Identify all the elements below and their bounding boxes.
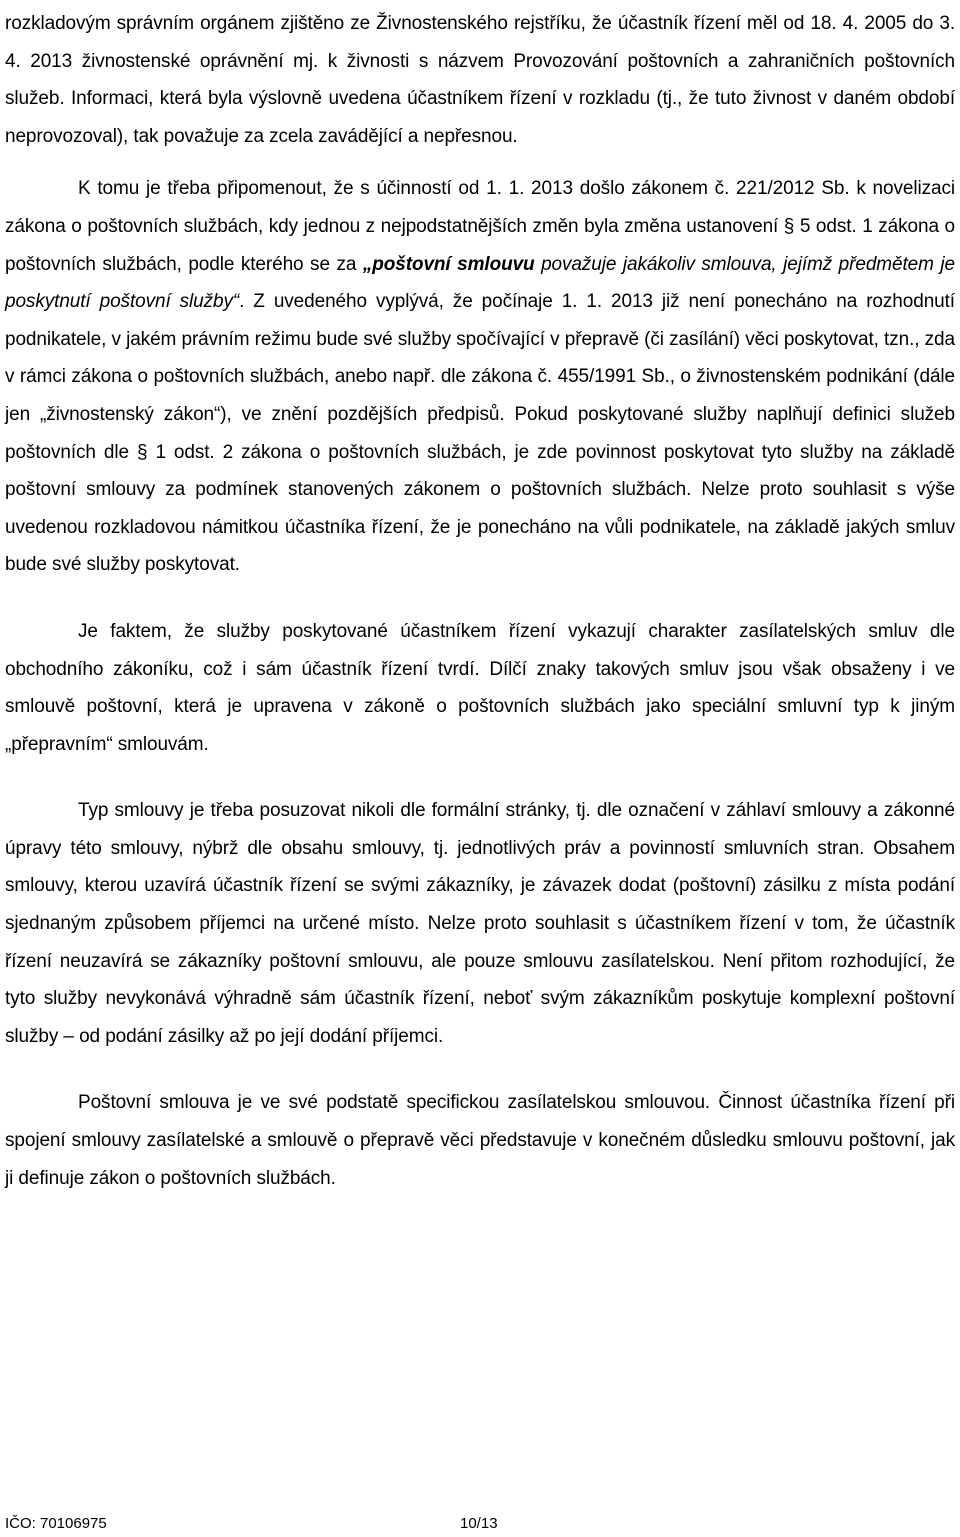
page-number: 10/13 — [460, 1515, 498, 1532]
paragraph-5 — [5, 1084, 955, 1197]
quoted-definition: považuje jakákoliv smlouva, jejímž předmětem je poskytnutí poštovní služby“ — [5, 253, 955, 313]
text-run: Je faktem, že služby poskytované účastníkem řízení vykazují charakter zasílatelských smluv dle obchodního zákoníku, což i sám účastník řízení tvrdí. Dílčí znaky takových smluv jsou však obsaženy i ve smlouvě poštovní, která je upravena v zákoně o poštovních službách jako speciální smluvní typ k jiným „přepravním“ smlouvám. — [5, 620, 955, 755]
company-id: IČO: 70106975 — [5, 1515, 107, 1532]
paragraph-2 — [5, 170, 955, 584]
text-run: Poštovní smlouva je ve své podstatě specifickou zasílatelskou smlouvou. Činnost účastníka řízení při spojení smlouvy zasílatelské a smlouvě o přepravě věci představuje v konečném důsledku smlouvu poštovní, jak ji definuje zákon o poštovních službách. — [5, 1092, 955, 1189]
page-footer — [5, 1515, 955, 1537]
text-run: Typ smlouvy je třeba posuzovat nikoli dle formální stránky, tj. dle označení v záhlaví smlouvy a zákonné úpravy této smlouvy, nýbrž dle obsahu smlouvy, tj. jednotlivých práv a povinností smluvních stran. Obsahem smlouvy, kterou uzavírá účastník řízení se svými zákazníky, je závazek dodat (poštovní) zásilku z místa podání sjednaným způsobem příjemci na určené místo. Nelze proto souhlasit s účastníkem řízení v tom, že účastník řízení neuzavírá se zákazníky poštovní smlouvu, ale pouze smlouvu zasílatelskou. Není přitom rozhodující, že tyto služby nevykonává výhradně sám účastník řízení, neboť svým zákazníkům poskytuje komplexní poštovní služby – od podání zásilky až po její dodání příjemci. — [5, 800, 955, 1047]
text-run: K tomu je třeba připomenout, že s účinností od 1. 1. 2013 došlo zákonem č. 221/2012 Sb. k novelizaci zákona o poštovních službách, kdy jednou z nejpodstatnějších změn byla změna ustanovení § 5 odst. 1 zákona o poštovních službách, podle kterého se za — [5, 178, 955, 275]
text-run: rozkladovým správním orgánem zjištěno ze Živnostenského rejstříku, že účastník řízení měl od 18. 4. 2005 do 3. 4. 2013 živnostenské oprávnění mj. k živnosti s názvem Provozování poštovních a zahraničních poštovních služeb. Informaci, která byla výslovně uvedena účastníkem řízení v rozkladu (tj., že tuto živnost v daném období neprovozoval), tak považuje za zcela zavádějící a nepřesnou. — [5, 13, 955, 147]
paragraph-3 — [5, 613, 955, 763]
paragraph-4 — [5, 792, 955, 1055]
defined-term: „poštovní smlouvu — [362, 253, 535, 275]
paragraph-1 — [5, 5, 955, 155]
document-page — [5, 0, 955, 1197]
text-run: . Z uvedeného vyplývá, že počínaje 1. 1. 2013 již není ponecháno na rozhodnutí podnikatele, v jakém právním režimu bude své služby spočívající v přepravě (či zasílání) věci poskytovat, tzn., zda v rámci zákona o poštovních službách, anebo např. dle zákona č. 455/1991 Sb., o živnostenském podnikání (dále jen „živnostenský zákon“), ve znění pozdějších předpisů. Pokud poskytované služby naplňují definici služeb poštovních dle § 1 odst. 2 zákona o poštovních službách, je zde povinnost poskytovat tyto služby na základě poštovní smlouvy za podmínek stanovených zákonem o poštovních službách. Nelze proto souhlasit s výše uvedenou rozkladovou námitkou účastníka řízení, že je ponecháno na vůli podnikatele, na základě jakých smluv bude své služby poskytovat. — [5, 291, 955, 576]
